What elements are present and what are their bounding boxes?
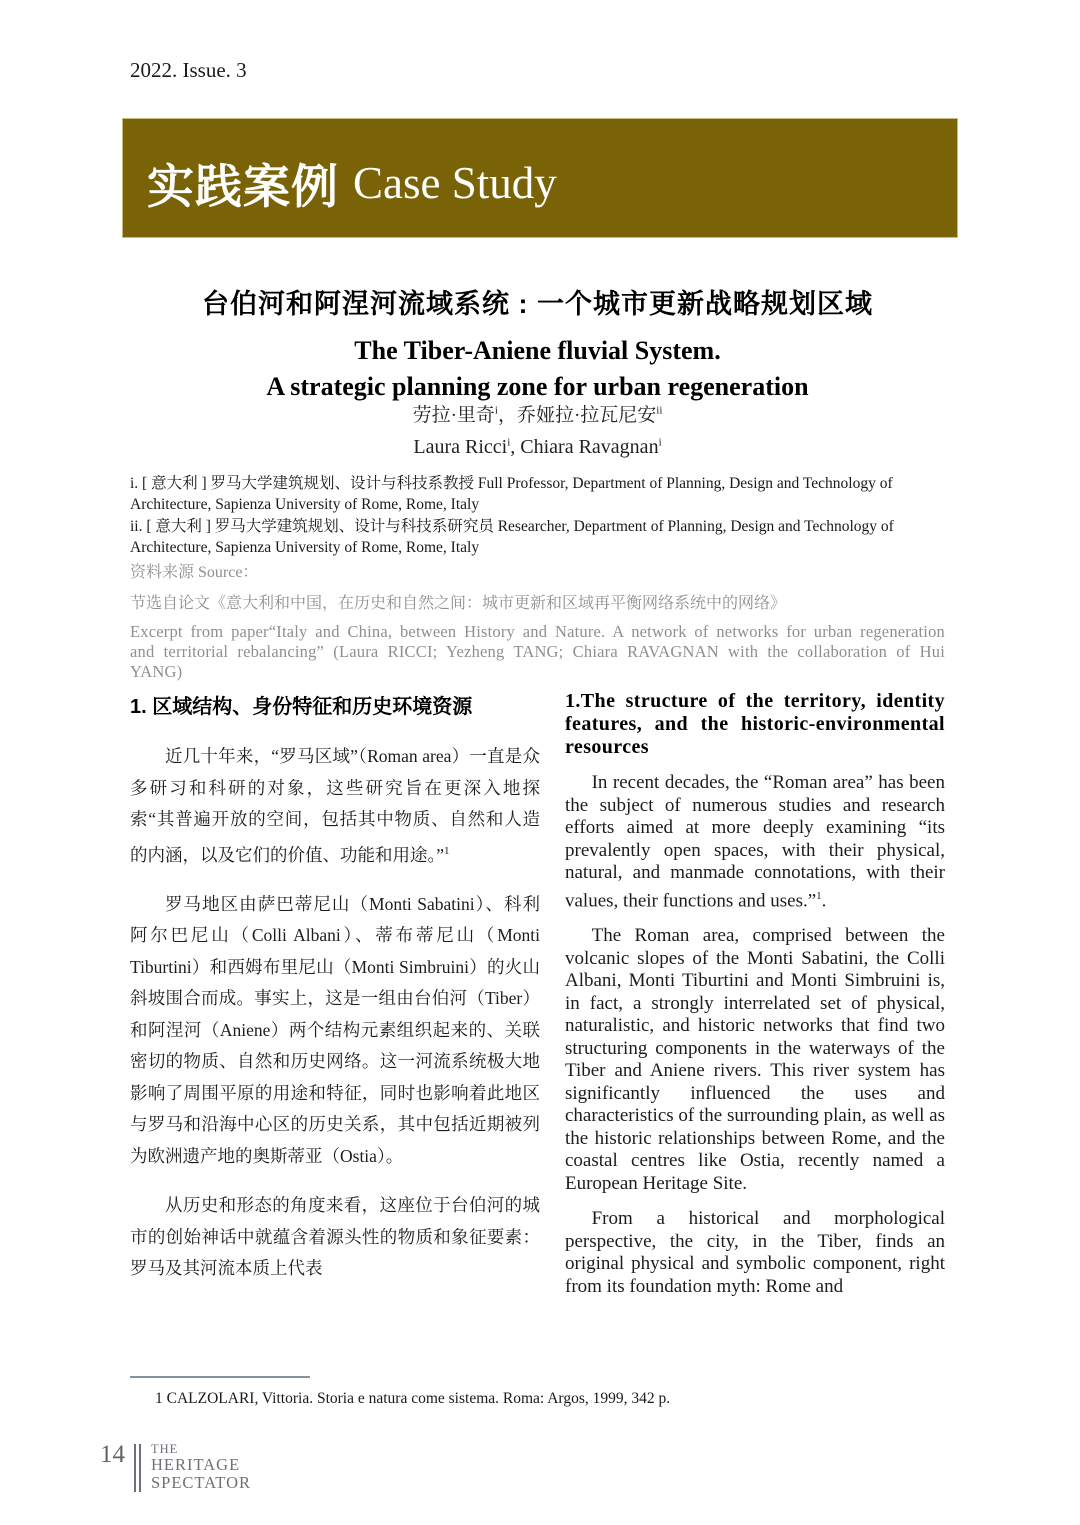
article-title-en-line2: A strategic planning zone for urban regeneration <box>266 372 809 401</box>
affiliations-block <box>130 473 948 559</box>
issue-label: 2022. Issue. 3 <box>130 58 247 82</box>
paragraph-zh-2: 罗马地区由萨巴蒂尼山（Monti Sabatini）、科利阿尔巴尼山（Colli Albani）、蒂布蒂尼山（Monti Tiburtini）和西姆布里尼山（Monti Simbruini）的火山斜坡围合而成。事实上，这是一组由台伯河（Tiber）和阿涅河（Aniene）两个结构元素组织起来的、关联密切的物质、自然和历史网络。这一河流系统极大地影响了周围平原的用途和特征，同时也影响着此地区与罗马和沿海中心区的历史关系，其中包括近期被列为欧洲遗产地的奥斯蒂亚（Ostia）。 <box>130 893 540 1166</box>
author-en-1-sup: i <box>507 436 511 449</box>
journal-logo-line3: SPECTATOR <box>151 1473 251 1492</box>
case-study-banner <box>122 118 958 238</box>
source-label: 资料来源 Source： <box>130 564 259 581</box>
article-title-zh: 台伯河和阿涅河流域系统 : 一个城市更新战略规划区域 <box>202 289 873 319</box>
column-chinese <box>130 690 540 1311</box>
paragraph-zh-1-text: 近几十年来，“罗马区域”（Roman area）一直是众多研习和科研的对象，这些研究旨在更深入地探索“其普遍开放的空间，包括其中物质、自然和人造的内涵，以及它们的价值、功能和用途。” <box>130 746 540 865</box>
affiliation-2: ii. [ 意大利 ] 罗马大学建筑规划、设计与科技系研究员 Researcher, Department of Planning, Design and Technology of Architecture, Sapienza University of Rome, Rome, Italy <box>130 518 894 556</box>
paragraph-en-1-after: . <box>821 889 827 911</box>
author-en-1: Laura Ricci <box>413 436 508 458</box>
source-block <box>130 559 945 682</box>
author-en-2-sup: i <box>658 436 662 449</box>
paragraph-en-3: From a historical and morphological perspective, the city, in the Tiber, finds an original physical and symbolic component, right from its foundation myth: Rome and <box>565 1208 945 1297</box>
author-zh-1: 劳拉·里奇 <box>412 405 495 426</box>
footnote-ref-en: 1 <box>816 889 822 902</box>
footer-divider-bars-icon <box>134 1444 141 1492</box>
page-number: 14 <box>100 1441 125 1468</box>
section-heading-zh: 1. 区域结构、身份特征和历史环境资源 <box>130 696 473 718</box>
footnote-separator <box>130 1376 310 1378</box>
source-line-en: Excerpt from paper“Italy and China, between History and Nature. A network of networks for urban regeneration and territorial rebalancing” (Laura RICCI; Yezheng TANG; Chiara RAVAGNAN with the collaboration of Hui YANG) <box>130 622 945 681</box>
authors-zh-separator: ， <box>497 405 517 426</box>
paragraph-zh-3: 从历史和形态的角度来看，这座位于台伯河的城市的创始神话中就蕴含着源头性的物质和象征要素：罗马及其河流本质上代表 <box>130 1195 540 1279</box>
paragraph-en-1 <box>565 772 945 912</box>
section-heading-en: 1.The structure of the territory, identity features, and the historic-environmental resources <box>565 690 945 758</box>
source-line-zh: 节选自论文《意大利和中国，在历史和自然之间：城市更新和区域再平衡网络系统中的网络》 <box>130 595 787 612</box>
journal-logo-line1: THE <box>151 1442 179 1456</box>
paragraph-en-2: The Roman area, comprised between the volcanic slopes of the Monti Sabatini, the Colli Albani, Monti Tiburtini and Monti Simbruini is, in fact, a strongly interrelated set of physical, naturalistic, and historic networks that find two structuring components in the waterways of the Tiber and Aniene rivers. This river system has significantly influenced the uses and characteristics of the surrounding plain, as well as the historic relationships between Rome, and the coastal centres like Ostia, recently named a European Heritage Site. <box>565 925 945 1194</box>
author-zh-1-sup: i <box>494 404 498 417</box>
footnote: 1 CALZOLARI, Vittoria. Storia e natura come sistema. Roma: Argos, 1999, 342 p. <box>155 1390 671 1407</box>
footnote-ref-zh: 1 <box>444 844 450 857</box>
column-english <box>565 690 945 1311</box>
author-zh-2-sup: ii <box>656 404 663 417</box>
journal-logo <box>151 1442 251 1492</box>
authors-zh <box>130 400 945 427</box>
banner-title-zh: 实践案例 <box>147 161 339 214</box>
authors-en <box>130 436 945 459</box>
banner-title-en: Case Study <box>353 158 557 208</box>
article-title-en-line1: The Tiber-Aniene fluvial System. <box>354 336 721 365</box>
journal-logo-line2: HERITAGE <box>151 1455 241 1474</box>
paragraph-en-1-text: In recent decades, the “Roman area” has been the subject of numerous studies and research efforts aimed at more deeply examining “its prevalently open spaces, with their physical, natural, and manmade connotations, with their values, their functions and uses.” <box>565 772 945 911</box>
article-title-block <box>130 282 945 405</box>
authors-block <box>130 400 945 459</box>
article-title-en <box>130 333 945 405</box>
body-columns <box>130 690 945 1311</box>
affiliation-1: i. [ 意大利 ] 罗马大学建筑规划、设计与科技系教授 Full Professor, Department of Planning, Design and Technology of Architecture, Sapienza University of Rome, Rome, Italy <box>130 475 893 513</box>
author-zh-2: 乔娅拉·拉瓦尼安 <box>516 405 657 426</box>
paragraph-zh-1 <box>130 741 540 871</box>
author-en-2: Chiara Ravagnan <box>520 436 659 458</box>
page-footer <box>100 1442 251 1492</box>
authors-en-separator: , <box>510 436 521 458</box>
